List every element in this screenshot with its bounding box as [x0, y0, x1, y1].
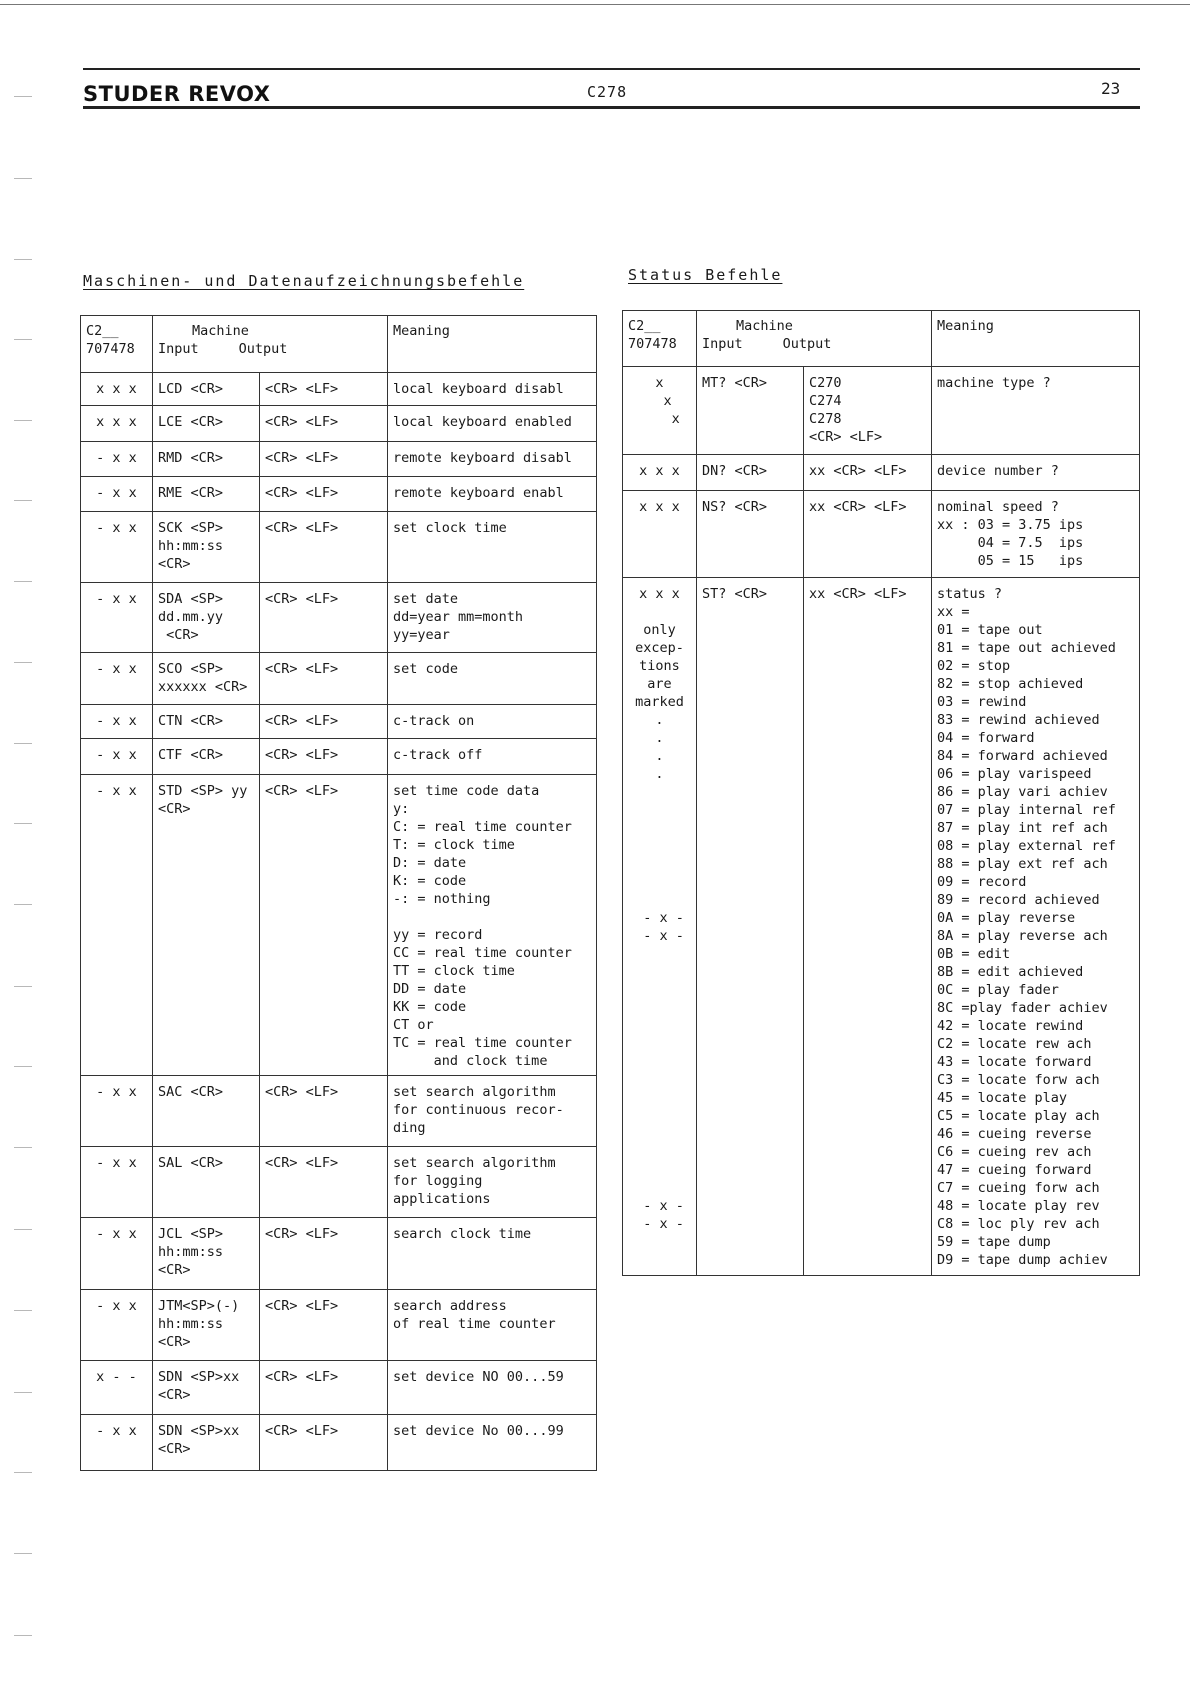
machine-marks: - x x [81, 1415, 153, 1471]
header-c2: C2__ 707478 [623, 311, 697, 367]
command-output: <CR> <LF> [260, 442, 388, 477]
command-input: MT? <CR> [697, 367, 804, 455]
machine-marks: - x x [81, 1218, 153, 1290]
command-output: C270 C274 C278 <CR> <LF> [804, 367, 932, 455]
command-row [81, 512, 597, 583]
command-input: STD <SP> yy <CR> [153, 775, 260, 1076]
command-meaning: set code [388, 653, 597, 705]
machine-marks: - x x [81, 775, 153, 1076]
command-meaning: status ? xx = 01 = tape out 81 = tape out achieved 02 = stop 82 = stop achieved 03 = rewind 83 = rewind achieved 04 = forward 84 = forward achieved 06 = play varispeed 86 = play vari achiev 07 = play internal ref 87 = play int ref ach 08 = play external ref 88 = play ext ref ach 09 = record 89 = record achieved 0A = play reverse 8A = play reverse ach 0B = edit 8B = edit achieved 0C = play fader 8C =play fader achiev 42 = locate rewind C2 = locate rew ach 43 = locate forward C3 = locate forw ach 45 = locate play C5 = locate play ach 46 = cueing reverse C6 = cueing rev ach 47 = cueing forward C7 = cueing forw ach 48 = locate play rev C8 = loc ply rev ach 59 = tape dump D9 = tape dump achiev [932, 578, 1140, 1276]
command-output: <CR> <LF> [260, 653, 388, 705]
command-output: <CR> <LF> [260, 477, 388, 512]
machine-marks: - x x [81, 653, 153, 705]
command-meaning: remote keyboard enabl [388, 477, 597, 512]
machine-marks: x - - [81, 1361, 153, 1415]
header-machine-label: Machine [192, 323, 249, 339]
header-c2: C2__ 707478 [81, 316, 153, 373]
machine-marks: - x x [81, 705, 153, 739]
command-row [81, 1415, 597, 1471]
margin-tick-mark [14, 1472, 32, 1473]
command-input: RMD <CR> [153, 442, 260, 477]
command-meaning: set date dd=year mm=month yy=year [388, 583, 597, 653]
margin-tick-mark [14, 1147, 32, 1148]
command-row [81, 1290, 597, 1361]
command-row [81, 583, 597, 653]
command-output: <CR> <LF> [260, 705, 388, 739]
command-meaning: set search algorithm for logging applications [388, 1147, 597, 1218]
command-output: <CR> <LF> [260, 775, 388, 1076]
command-row [81, 1076, 597, 1147]
machine-marks: - x x [81, 1076, 153, 1147]
scan-top-line [0, 4, 1190, 5]
command-output: <CR> <LF> [260, 406, 388, 442]
command-input: DN? <CR> [697, 455, 804, 491]
margin-tick-mark [14, 662, 32, 663]
machine-marks: - x x [81, 583, 153, 653]
command-input: SCO <SP> xxxxxx <CR> [153, 653, 260, 705]
machine-marks: - x x [81, 512, 153, 583]
margin-tick-mark [14, 581, 32, 582]
command-output: <CR> <LF> [260, 1218, 388, 1290]
header-input-label: Input [158, 341, 199, 357]
command-row [81, 775, 597, 1076]
machine-marks: x x x [623, 455, 697, 491]
margin-tick-mark [14, 500, 32, 501]
machine-marks: x x x [623, 491, 697, 578]
machine-commands-table [80, 315, 597, 1471]
machine-marks: x x x [81, 373, 153, 406]
command-meaning: set clock time [388, 512, 597, 583]
machine-marks: - x x [81, 739, 153, 775]
margin-tick-mark [14, 178, 32, 179]
command-output: xx <CR> <LF> [804, 491, 932, 578]
command-row [623, 367, 1140, 455]
command-meaning: set device No 00...99 [388, 1415, 597, 1471]
command-input: NS? <CR> [697, 491, 804, 578]
command-input: SAC <CR> [153, 1076, 260, 1147]
command-row [81, 477, 597, 512]
command-input: SDN <SP>xx <CR> [153, 1361, 260, 1415]
command-output: xx <CR> <LF> [804, 578, 932, 1276]
margin-tick-mark [14, 96, 32, 97]
command-meaning: set device NO 00...59 [388, 1361, 597, 1415]
command-output: <CR> <LF> [260, 1147, 388, 1218]
command-input: SCK <SP> hh:mm:ss <CR> [153, 512, 260, 583]
command-output: <CR> <LF> [260, 1076, 388, 1147]
machine-marks: x x x only excep- tions are marked . . . . - x - - x - - x - - x - [623, 578, 697, 1276]
command-output: <CR> <LF> [260, 583, 388, 653]
margin-tick-mark [14, 259, 32, 260]
machine-marks: - x x [81, 1290, 153, 1361]
command-row [81, 1147, 597, 1218]
machine-marks: - x x [81, 1147, 153, 1218]
command-meaning: remote keyboard disabl [388, 442, 597, 477]
machine-marks: x x x [81, 406, 153, 442]
command-input: LCD <CR> [153, 373, 260, 406]
command-meaning: local keyboard disabl [388, 373, 597, 406]
header-machine [697, 311, 932, 367]
command-row [81, 739, 597, 775]
header-machine [153, 316, 388, 373]
command-meaning: set search algorithm for continuous recor- ding [388, 1076, 597, 1147]
command-input: SAL <CR> [153, 1147, 260, 1218]
header-machine-label: Machine [736, 318, 793, 334]
header-meaning: Meaning [932, 311, 1140, 367]
margin-tick-mark [14, 1310, 32, 1311]
command-row [81, 373, 597, 406]
header-rule-bottom [83, 106, 1140, 109]
margin-tick-mark [14, 823, 32, 824]
command-input: SDN <SP>xx <CR> [153, 1415, 260, 1471]
status-commands-title: Status Befehle [628, 266, 783, 284]
command-input: ST? <CR> [697, 578, 804, 1276]
margin-tick-mark [14, 339, 32, 340]
command-meaning: c-track off [388, 739, 597, 775]
command-output: <CR> <LF> [260, 1290, 388, 1361]
command-output: <CR> <LF> [260, 739, 388, 775]
margin-tick-mark [14, 904, 32, 905]
command-meaning: c-track on [388, 705, 597, 739]
command-meaning: search clock time [388, 1218, 597, 1290]
header-row [81, 316, 597, 373]
command-input: CTN <CR> [153, 705, 260, 739]
brand-logo: STUDER REVOX [83, 82, 271, 106]
command-meaning: device number ? [932, 455, 1140, 491]
command-meaning: nominal speed ? xx : 03 = 3.75 ips 04 = 7.5 ips 05 = 15 ips [932, 491, 1140, 578]
command-meaning: set time code data y: C: = real time counter T: = clock time D: = date K: = code -: = nothing yy = record CC = real time counter TT = clock time DD = date KK = code CT or TC = real time counter and clock time [388, 775, 597, 1076]
margin-tick-mark [14, 1635, 32, 1636]
command-input: RME <CR> [153, 477, 260, 512]
command-row [81, 705, 597, 739]
command-output: <CR> <LF> [260, 1415, 388, 1471]
machine-marks: x x x [623, 367, 697, 455]
command-meaning: search address of real time counter [388, 1290, 597, 1361]
header-meaning: Meaning [388, 316, 597, 373]
command-row [623, 578, 1140, 1276]
command-output: <CR> <LF> [260, 1361, 388, 1415]
command-meaning: machine type ? [932, 367, 1140, 455]
command-row [81, 442, 597, 477]
status-commands-table [622, 310, 1140, 1276]
model-name: C278 [587, 83, 628, 101]
margin-tick-mark [14, 986, 32, 987]
header-output-label: Output [238, 341, 288, 357]
command-input: CTF <CR> [153, 739, 260, 775]
command-input: JTM<SP>(-) hh:mm:ss <CR> [153, 1290, 260, 1361]
header-row [623, 311, 1140, 367]
machine-marks: - x x [81, 477, 153, 512]
machine-marks: - x x [81, 442, 153, 477]
command-row [623, 455, 1140, 491]
command-input: LCE <CR> [153, 406, 260, 442]
command-output: <CR> <LF> [260, 512, 388, 583]
machine-commands-title: Maschinen- und Datenaufzeichnungsbefehle [83, 272, 525, 290]
header-output-label: Output [782, 336, 832, 352]
command-row [81, 1218, 597, 1290]
margin-tick-mark [14, 1229, 32, 1230]
command-row [81, 653, 597, 705]
command-input: SDA <SP> dd.mm.yy <CR> [153, 583, 260, 653]
command-meaning: local keyboard enabled [388, 406, 597, 442]
page-number: 23 [1101, 79, 1121, 98]
command-input: JCL <SP> hh:mm:ss <CR> [153, 1218, 260, 1290]
margin-tick-mark [14, 1392, 32, 1393]
margin-tick-mark [14, 1553, 32, 1554]
header-input-label: Input [702, 336, 743, 352]
header-rule-top [83, 68, 1140, 70]
margin-tick-mark [14, 420, 32, 421]
margin-tick-mark [14, 1066, 32, 1067]
command-output: xx <CR> <LF> [804, 455, 932, 491]
command-row [81, 406, 597, 442]
command-row [81, 1361, 597, 1415]
command-output: <CR> <LF> [260, 373, 388, 406]
margin-tick-mark [14, 743, 32, 744]
command-row [623, 491, 1140, 578]
